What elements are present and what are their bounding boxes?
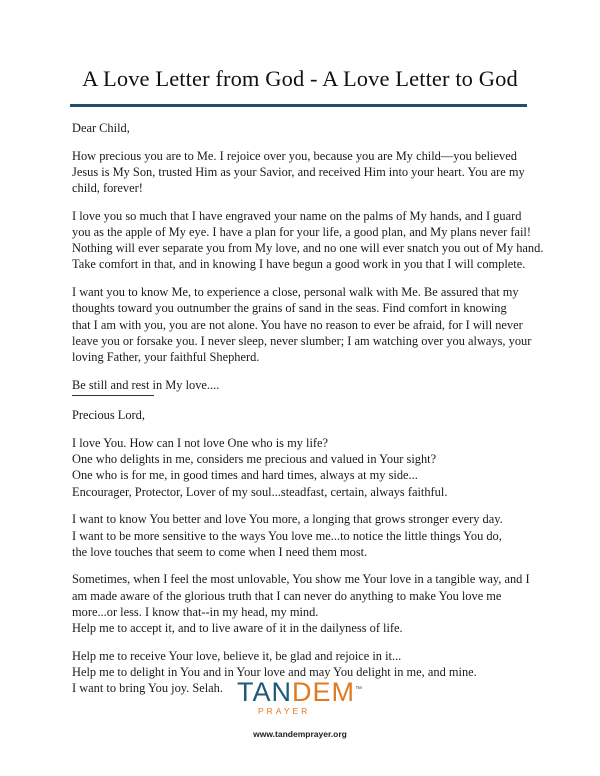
salutation-precious-lord: Precious Lord, xyxy=(72,408,145,423)
text-line: One who delights in me, considers me precious and valued in Your sight? xyxy=(72,452,437,467)
text-line: thoughts toward you outnumber the grains of sand in the seas. Find comfort in knowing xyxy=(72,301,507,316)
text-line: Jesus is My Son, trusted Him as your Savior, and received Him into your heart. You are my xyxy=(72,164,525,179)
text-line: I want to know You better and love You more, a longing that grows stronger every day. xyxy=(72,512,503,527)
document-title: A Love Letter from God - A Love Letter to God xyxy=(82,66,518,91)
text-line: Nothing will ever separate you from My love, and no one will ever snatch you out of My hand. xyxy=(72,241,544,256)
text-line: leave you or forsake you. I never sleep, never slumber; I am watching over you always, your xyxy=(72,333,532,348)
text-line: the love touches that seem to come when I need them most. xyxy=(72,544,368,559)
text-line: I love You. How can I not love One who is my life? xyxy=(72,436,329,451)
text-line: Help me to delight in You and in Your love and may You delight in me, and mine. xyxy=(72,664,477,679)
paragraph-lord-2 xyxy=(72,511,542,560)
paragraph-god-3 xyxy=(72,284,542,365)
text-line: How precious you are to Me. I rejoice over you, because you are My child—you believed xyxy=(72,148,517,163)
text-line: child, forever! xyxy=(72,181,143,196)
text-line: I want to bring You joy. Selah. xyxy=(72,681,223,696)
paragraph-lord-3 xyxy=(72,571,542,636)
salutation-dear-child: Dear Child, xyxy=(72,121,130,135)
text-line: you as the apple of My eye. I have a plan for your life, a good plan, and My plans never fail! xyxy=(72,225,531,240)
text-line: I want you to know Me, to experience a close, personal walk with Me. Be assured that my xyxy=(72,285,519,300)
text-line: I want to be more sensitive to the ways You love me...to notice the little things You do, xyxy=(72,528,502,543)
logo-part-dem: DEM xyxy=(292,677,355,707)
logo-part-tan: TAN xyxy=(237,677,292,707)
letter-body xyxy=(72,120,542,696)
text-line: Take comfort in that, and in knowing I have begun a good work in you that I will complete. xyxy=(72,257,526,272)
paragraph-god-1 xyxy=(72,148,542,197)
text-line: loving Father, your faithful Shepherd. xyxy=(72,349,260,364)
text-line: Encourager, Protector, Lover of my soul...steadfast, certain, always faithful. xyxy=(72,484,448,499)
text-line: that I am with you, you are not alone. You have no reason to ever be afraid, for I will never xyxy=(72,317,523,332)
paragraph-god-2 xyxy=(72,208,542,273)
logo-wordmark xyxy=(230,676,370,706)
footer-url[interactable]: www.tandemprayer.org xyxy=(253,729,347,739)
paragraph-lord-1 xyxy=(72,435,542,500)
trademark-symbol: ™ xyxy=(355,686,363,693)
text-line: more...or less. I know that--in my head, my mind. xyxy=(72,604,319,619)
text-line: Help me to accept it, and to live aware of it in the dailyness of life. xyxy=(72,621,403,636)
logo-subtitle: PRAYER xyxy=(258,706,311,716)
closing-be-still: Be still and rest in My love.... xyxy=(72,377,220,392)
text-line: Help me to receive Your love, believe it, be glad and rejoice in it... xyxy=(72,648,402,663)
text-line: Sometimes, when I feel the most unlovable, You show me Your love in a tangible way, and I xyxy=(72,572,530,587)
tandem-prayer-logo xyxy=(230,676,370,716)
text-line: One who is for me, in good times and hard times, always at my side... xyxy=(72,468,418,483)
text-line: I love you so much that I have engraved your name on the palms of My hands, and I guard xyxy=(72,208,522,223)
text-line: am made aware of the glorious truth that I can never do anything to make You love me xyxy=(72,588,502,603)
title-underline xyxy=(70,104,527,107)
